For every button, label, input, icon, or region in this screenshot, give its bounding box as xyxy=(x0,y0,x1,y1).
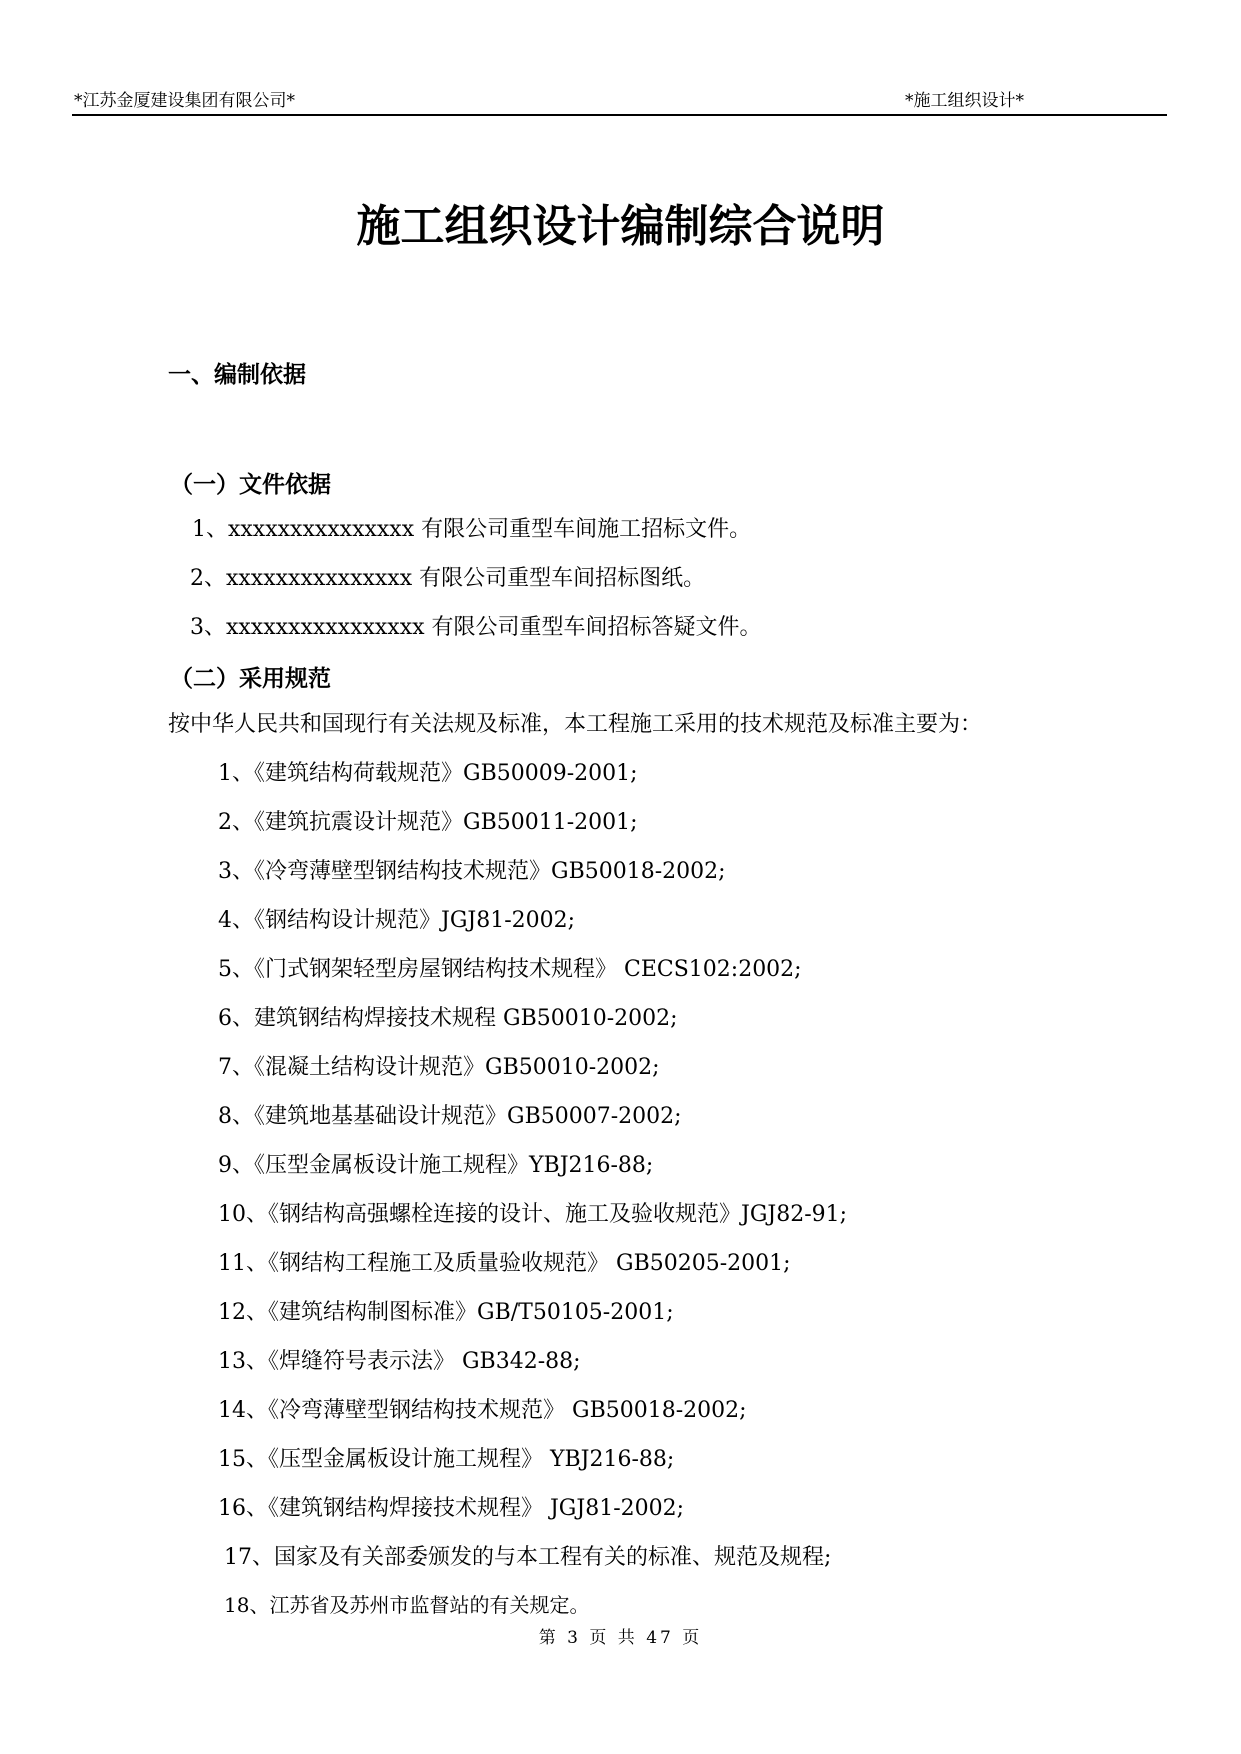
header-rule xyxy=(72,114,1167,116)
page-title: 施工组织设计编制综合说明 xyxy=(356,201,885,252)
standard-item: 14、《冷弯薄壁型钢结构技术规范》 GB50018-2002; xyxy=(218,1398,747,1423)
standard-item: 9、《压型金属板设计施工规程》YBJ216-88; xyxy=(218,1153,654,1178)
standard-item: 16、《建筑钢结构焊接技术规程》 JGJ81-2002; xyxy=(218,1496,685,1521)
header-company: *江苏金厦建设集团有限公司* xyxy=(74,91,295,111)
standard-item: 10、《钢结构高强螺栓连接的设计、施工及验收规范》JGJ82-91; xyxy=(218,1202,848,1227)
document-item: 1、xxxxxxxxxxxxxxx 有限公司重型车间施工招标文件。 xyxy=(192,517,752,542)
standard-item: 5、《门式钢架轻型房屋钢结构技术规程》 CECS102:2002; xyxy=(218,957,802,982)
header-doc-type: *施工组织设计* xyxy=(905,91,1024,111)
standard-item: 2、《建筑抗震设计规范》GB50011-2001; xyxy=(218,810,638,835)
standard-item: 11、《钢结构工程施工及质量验收规范》 GB50205-2001; xyxy=(218,1251,791,1276)
subsection-heading-documents: （一）文件依据 xyxy=(170,472,331,498)
standard-item: 15、《压型金属板设计施工规程》 YBJ216-88; xyxy=(218,1447,675,1472)
standard-item: 8、《建筑地基基础设计规范》GB50007-2002; xyxy=(218,1104,682,1129)
standard-item: 6、建筑钢结构焊接技术规程 GB50010-2002; xyxy=(218,1006,678,1031)
standard-item: 13、《焊缝符号表示法》 GB342-88; xyxy=(218,1349,581,1374)
standard-item: 7、《混凝土结构设计规范》GB50010-2002; xyxy=(218,1055,660,1080)
subsection-heading-standards: （二）采用规范 xyxy=(170,666,331,692)
standard-item: 17、国家及有关部委颁发的与本工程有关的标准、规范及规程; xyxy=(224,1545,832,1570)
standard-item: 12、《建筑结构制图标准》GB/T50105-2001; xyxy=(218,1300,674,1325)
standard-item: 1、《建筑结构荷载规范》GB50009-2001; xyxy=(218,761,638,786)
standards-intro: 按中华人民共和国现行有关法规及标准，本工程施工采用的技术规范及标准主要为： xyxy=(168,712,983,737)
section-heading-basis: 一、编制依据 xyxy=(168,362,306,388)
standard-item: 3、《冷弯薄壁型钢结构技术规范》GB50018-2002; xyxy=(218,859,726,884)
document-item: 3、xxxxxxxxxxxxxxxx 有限公司重型车间招标答疑文件。 xyxy=(190,615,762,640)
standard-item: 18、江苏省及苏州市监督站的有关规定。 xyxy=(224,1593,590,1617)
document-item: 2、xxxxxxxxxxxxxxx 有限公司重型车间招标图纸。 xyxy=(190,566,706,591)
standard-item: 4、《钢结构设计规范》JGJ81-2002; xyxy=(218,908,576,933)
page-number: 第 3 页 共 47 页 xyxy=(538,1628,703,1648)
